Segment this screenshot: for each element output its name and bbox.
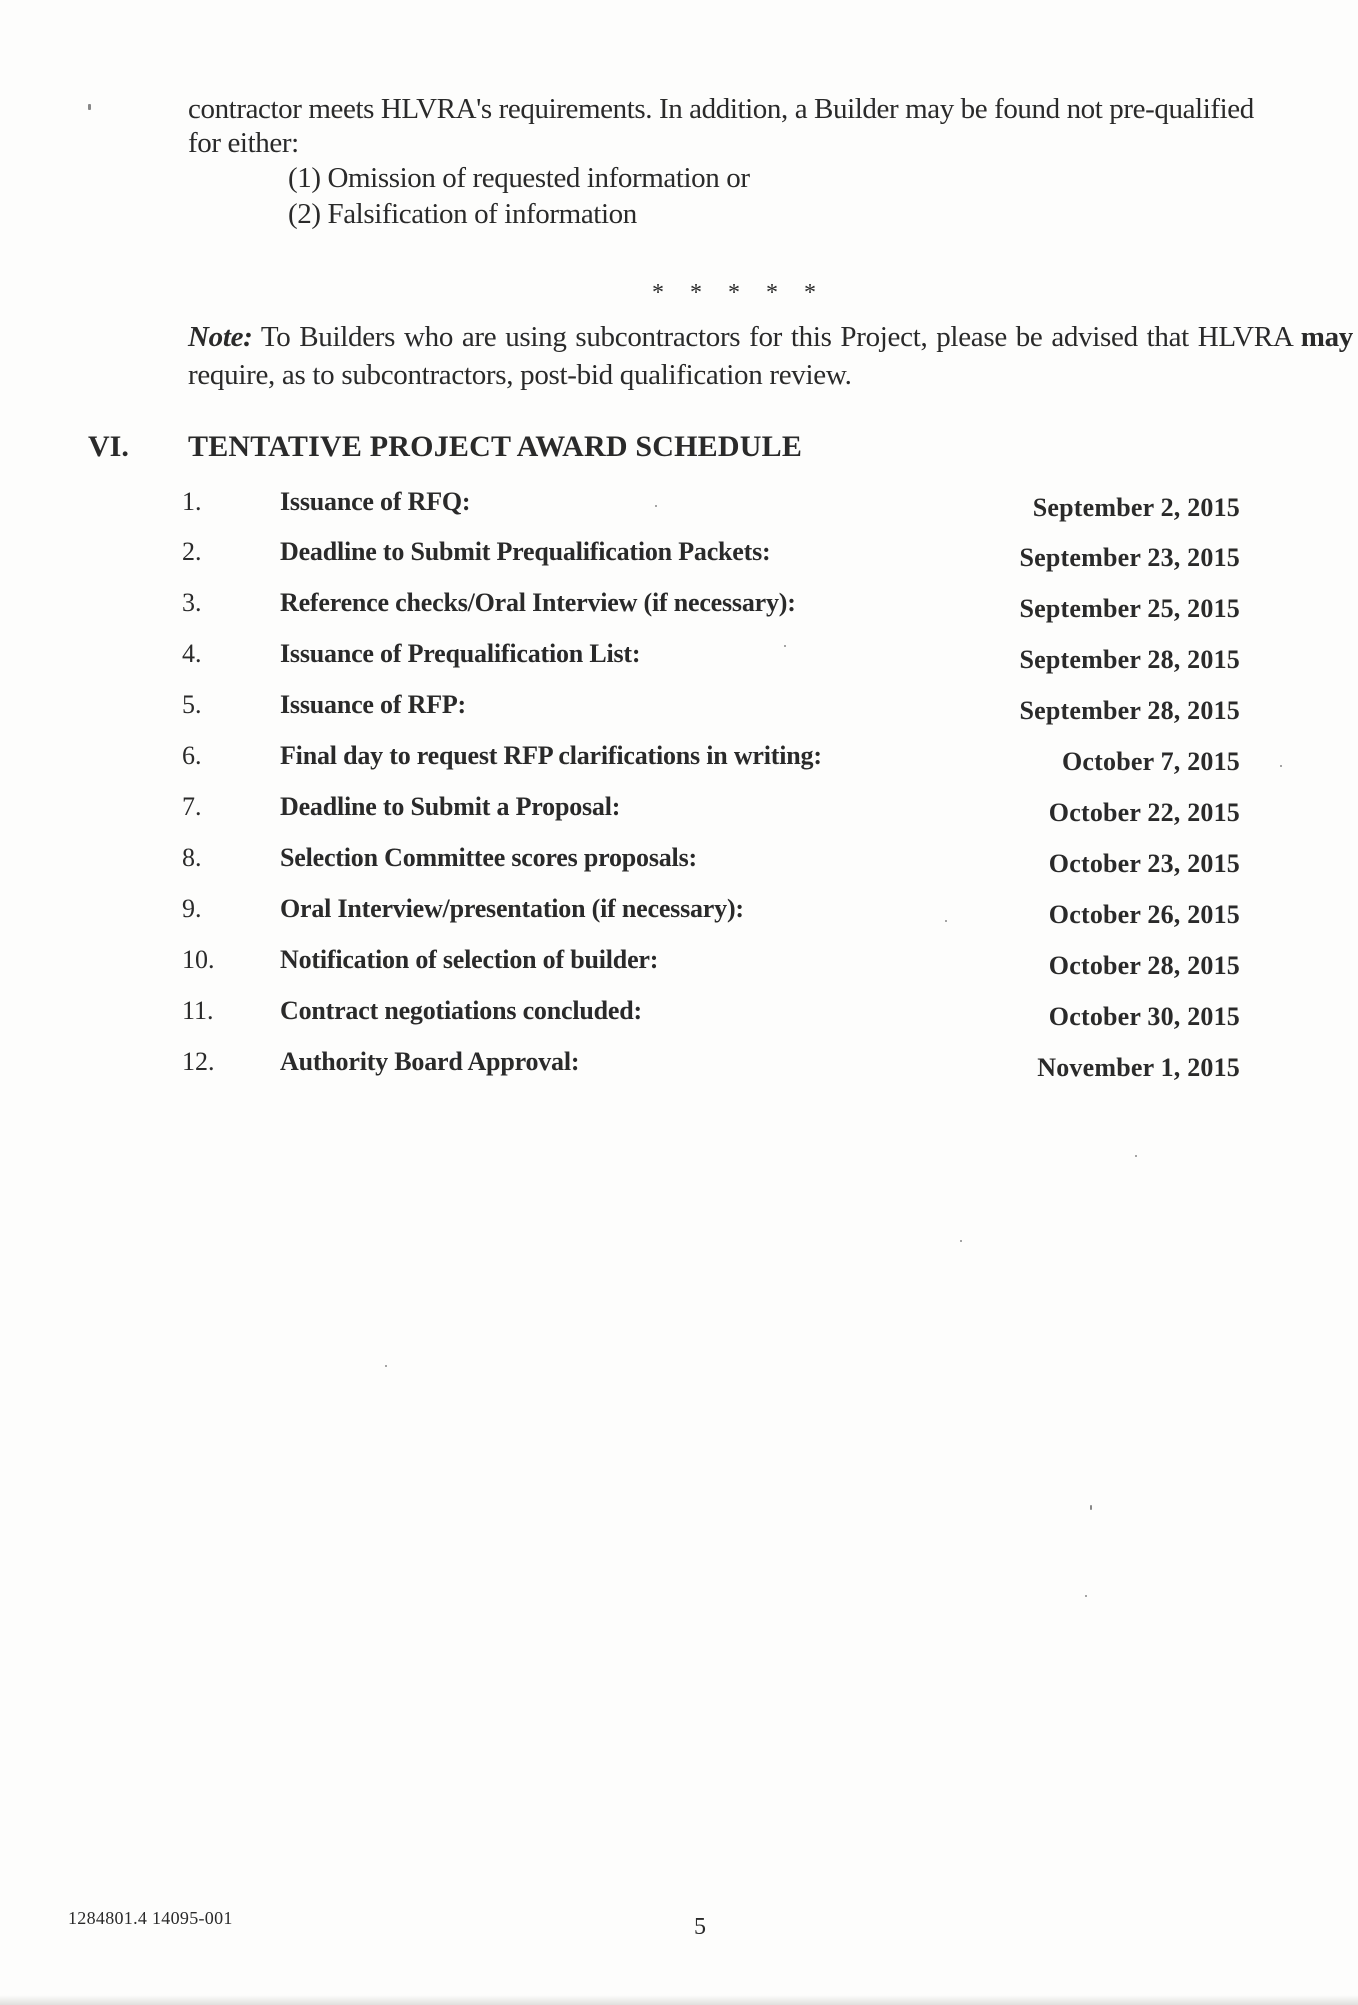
scan-speck — [1090, 1505, 1092, 1510]
section-separator: * * * * * — [652, 280, 826, 306]
schedule-date: September 23, 2015 — [1019, 543, 1240, 572]
schedule-date: October 23, 2015 — [1048, 849, 1240, 878]
schedule-label: Deadline to Submit Prequalification Packets: — [280, 537, 771, 566]
schedule-date: October 26, 2015 — [1048, 900, 1240, 929]
scan-edge — [0, 1995, 1358, 2005]
schedule-label: Issuance of RFP: — [280, 690, 467, 719]
schedule-label: Selection Committee scores proposals: — [280, 843, 697, 872]
schedule-date: November 1, 2015 — [1037, 1053, 1240, 1082]
list-item-omission: (1) Omission of requested information or — [288, 162, 750, 194]
schedule-number: 12. — [182, 1047, 215, 1076]
scan-speck — [88, 104, 91, 110]
schedule-label: Authority Board Approval: — [280, 1047, 580, 1076]
section-title: TENTATIVE PROJECT AWARD SCHEDULE — [188, 430, 803, 463]
schedule-row — [0, 487, 1358, 527]
scan-speck — [784, 645, 786, 647]
schedule-row — [0, 996, 1358, 1036]
section-number: VI. — [88, 430, 129, 463]
schedule-date: October 7, 2015 — [1062, 747, 1240, 776]
schedule-label: Notification of selection of builder: — [280, 945, 659, 974]
scan-speck — [1085, 1595, 1087, 1597]
schedule-label: Issuance of RFQ: — [280, 487, 471, 516]
schedule-label: Oral Interview/presentation (if necessary): — [280, 894, 744, 923]
schedule-date: October 28, 2015 — [1048, 951, 1240, 980]
schedule-row — [0, 588, 1358, 628]
schedule-row — [0, 945, 1358, 985]
schedule-number: 2. — [182, 537, 202, 566]
schedule-number: 3. — [182, 588, 202, 617]
note-text-after: require, as to subcontractors, post-bid qualification review. — [188, 359, 852, 391]
intro-block — [188, 92, 1278, 232]
list-item-falsification: (2) Falsification of information — [288, 198, 637, 230]
note-emphasis: may — [1300, 321, 1353, 353]
schedule-row — [0, 843, 1358, 883]
scan-speck — [385, 1365, 387, 1367]
scan-speck — [655, 505, 657, 507]
scan-speck — [1135, 1155, 1137, 1157]
schedule-number: 10. — [182, 945, 215, 974]
schedule-row — [0, 690, 1358, 730]
schedule-row — [0, 792, 1358, 832]
note-paragraph — [188, 318, 1353, 394]
schedule-row — [0, 1047, 1358, 1087]
schedule-number: 7. — [182, 792, 202, 821]
schedule-date: September 28, 2015 — [1019, 696, 1240, 725]
schedule-number: 11. — [182, 996, 214, 1025]
note-text-before: To Builders who are using subcontractors for this Project, please be advised that HLVRA — [252, 321, 1301, 353]
note-label: Note: — [188, 321, 253, 353]
schedule-number: 6. — [182, 741, 202, 770]
schedule-number: 8. — [182, 843, 202, 872]
page-number: 5 — [694, 1914, 706, 1940]
intro-paragraph: contractor meets HLVRA's requirements. In addition, a Builder may be found not pre-qualified for either: — [188, 93, 1254, 159]
scan-speck — [945, 920, 947, 922]
schedule-label: Final day to request RFP clarifications in writing: — [280, 741, 822, 770]
schedule-date: October 30, 2015 — [1048, 1002, 1240, 1031]
schedule-label: Deadline to Submit a Proposal: — [280, 792, 621, 821]
schedule-row — [0, 894, 1358, 934]
schedule-label: Reference checks/Oral Interview (if necessary): — [280, 588, 796, 617]
scan-speck — [1280, 765, 1282, 767]
schedule-date: September 25, 2015 — [1019, 594, 1240, 623]
schedule-number: 9. — [182, 894, 202, 923]
scan-speck — [960, 1240, 962, 1242]
schedule-label: Contract negotiations concluded: — [280, 996, 642, 1025]
schedule-number: 5. — [182, 690, 202, 719]
schedule-row — [0, 537, 1358, 577]
schedule-number: 4. — [182, 639, 202, 668]
document-id: 1284801.4 14095-001 — [68, 1908, 233, 1928]
schedule-row — [0, 741, 1358, 781]
schedule-row — [0, 639, 1358, 679]
schedule-number: 1. — [182, 487, 202, 516]
schedule-date: October 22, 2015 — [1048, 798, 1240, 827]
schedule-label: Issuance of Prequalification List: — [280, 639, 641, 668]
schedule-date: September 2, 2015 — [1032, 493, 1240, 522]
schedule-date: September 28, 2015 — [1019, 645, 1240, 674]
